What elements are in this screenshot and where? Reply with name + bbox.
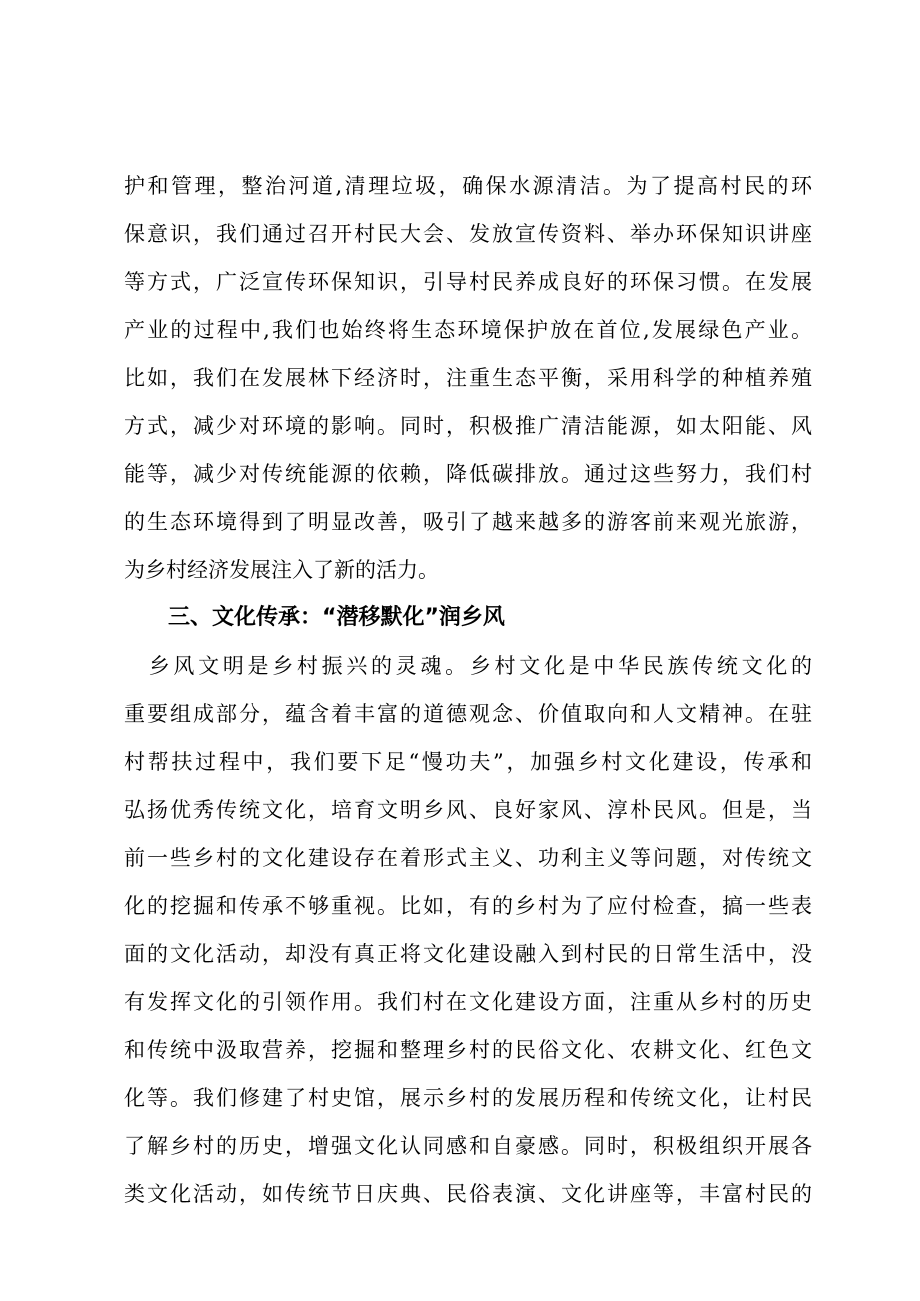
paragraph-culture [124,642,812,1218]
text-line: 了解乡村的历史，增强文化认同感和自豪感。同时，积极组织开展各 [124,1134,812,1158]
text-line: 类文化活动，如传统节日庆典、民俗表演、文化讲座等，丰富村民的 [124,1182,812,1206]
text-line: 方式，减少对环境的影响。同时，积极推广清洁能源，如太阳能、风 [124,414,812,438]
text-line: 的生态环境得到了明显改善，吸引了越来越多的游客前来观光旅游， [124,510,812,534]
text-line: 面的文化活动，却没有真正将文化建设融入到村民的日常生活中，没 [124,942,812,966]
text-line: 化等。我们修建了村史馆，展示乡村的发展历程和传统文化，让村民 [124,1086,812,1110]
section-heading: 三、文化传承：“潜移默化”润乡风 [168,605,505,630]
document-body [124,162,812,1218]
text-line: 产业的过程中,我们也始终将生态环境保护放在首位,发展绿色产业。 [124,318,812,342]
text-line: 前一些乡村的文化建设存在着形式主义、功利主义等问题，对传统文 [124,846,812,870]
text-line: 重要组成部分，蕴含着丰富的道德观念、价值取向和人文精神。在驻 [124,702,812,726]
text-line: 乡风文明是乡村振兴的灵魂。乡村文化是中华民族传统文化的 [124,654,812,678]
text-line: 护和管理，整治河道,清理垃圾，确保水源清洁。为了提高村民的环 [124,174,812,198]
text-line: 为乡村经济发展注入了新的活力。 [124,558,439,582]
text-line: 能等，减少对传统能源的依赖，降低碳排放。通过这些努力，我们村 [124,462,812,486]
text-line: 弘扬优秀传统文化，培育文明乡风、良好家风、淳朴民风。但是，当 [124,798,812,822]
text-line: 村帮扶过程中，我们要下足“慢功夫”，加强乡村文化建设，传承和 [124,750,812,774]
text-line: 等方式，广泛宣传环保知识，引导村民养成良好的环保习惯。在发展 [124,270,812,294]
text-line: 和传统中汲取营养，挖掘和整理乡村的民俗文化、农耕文化、红色文 [124,1038,812,1062]
text-line: 保意识，我们通过召开村民大会、发放宣传资料、举办环保知识讲座 [124,222,812,246]
text-line: 化的挖掘和传承不够重视。比如，有的乡村为了应付检查，搞一些表 [124,894,812,918]
text-line: 有发挥文化的引领作用。我们村在文化建设方面，注重从乡村的历史 [124,990,812,1014]
paragraph-ecology [124,162,812,594]
text-line: 比如，我们在发展林下经济时，注重生态平衡，采用科学的种植养殖 [124,366,812,390]
